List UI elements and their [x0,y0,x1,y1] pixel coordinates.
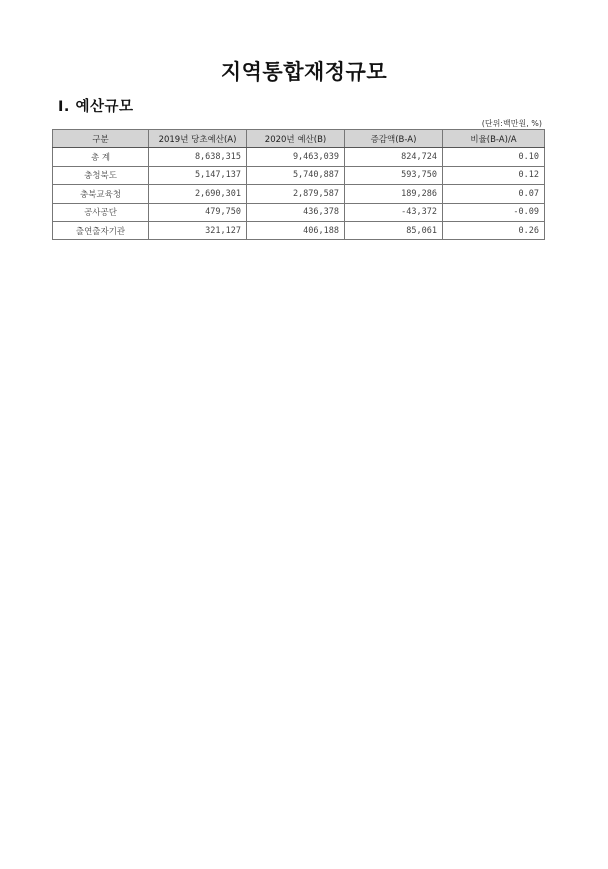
cell-2020-budget: 406,188 [247,221,345,239]
row-category: 충청북도 [53,166,149,184]
cell-change-ratio: 0.12 [443,166,545,184]
cell-2019-budget: 2,690,301 [149,185,247,203]
row-category: 총 계 [53,148,149,166]
table-row [53,166,545,184]
cell-change-ratio: -0.09 [443,203,545,221]
header-2019-budget: 2019년 당초예산(A) [149,130,247,148]
cell-change-amount: -43,372 [345,203,443,221]
unit-note: (단위:백만원, %) [481,119,542,128]
cell-2019-budget: 479,750 [149,203,247,221]
row-category: 출연출자기관 [53,221,149,239]
cell-2020-budget: 5,740,887 [247,166,345,184]
cell-change-ratio: 0.07 [443,185,545,203]
row-category: 공사공단 [53,203,149,221]
header-change-amount: 증감액(B-A) [345,130,443,148]
cell-2020-budget: 436,378 [247,203,345,221]
table-row [53,203,545,221]
cell-change-amount: 593,750 [345,166,443,184]
budget-table [52,129,545,240]
cell-change-amount: 189,286 [345,185,443,203]
cell-change-ratio: 0.26 [443,221,545,239]
row-category: 충북교육청 [53,185,149,203]
cell-2020-budget: 9,463,039 [247,148,345,166]
cell-2020-budget: 2,879,587 [247,185,345,203]
header-change-ratio: 비율(B-A)/A [443,130,545,148]
table-row [53,185,545,203]
cell-2019-budget: 321,127 [149,221,247,239]
table-row [53,221,545,239]
document-title: 지역통합재정규모 [220,60,388,84]
cell-2019-budget: 5,147,137 [149,166,247,184]
cell-change-amount: 85,061 [345,221,443,239]
header-category: 구분 [53,130,149,148]
table-row [53,148,545,166]
cell-change-amount: 824,724 [345,148,443,166]
table-header-row [53,130,545,148]
cell-2019-budget: 8,638,315 [149,148,247,166]
header-2020-budget: 2020년 예산(B) [247,130,345,148]
section-heading: Ⅰ. 예산규모 [58,99,134,115]
cell-change-ratio: 0.10 [443,148,545,166]
